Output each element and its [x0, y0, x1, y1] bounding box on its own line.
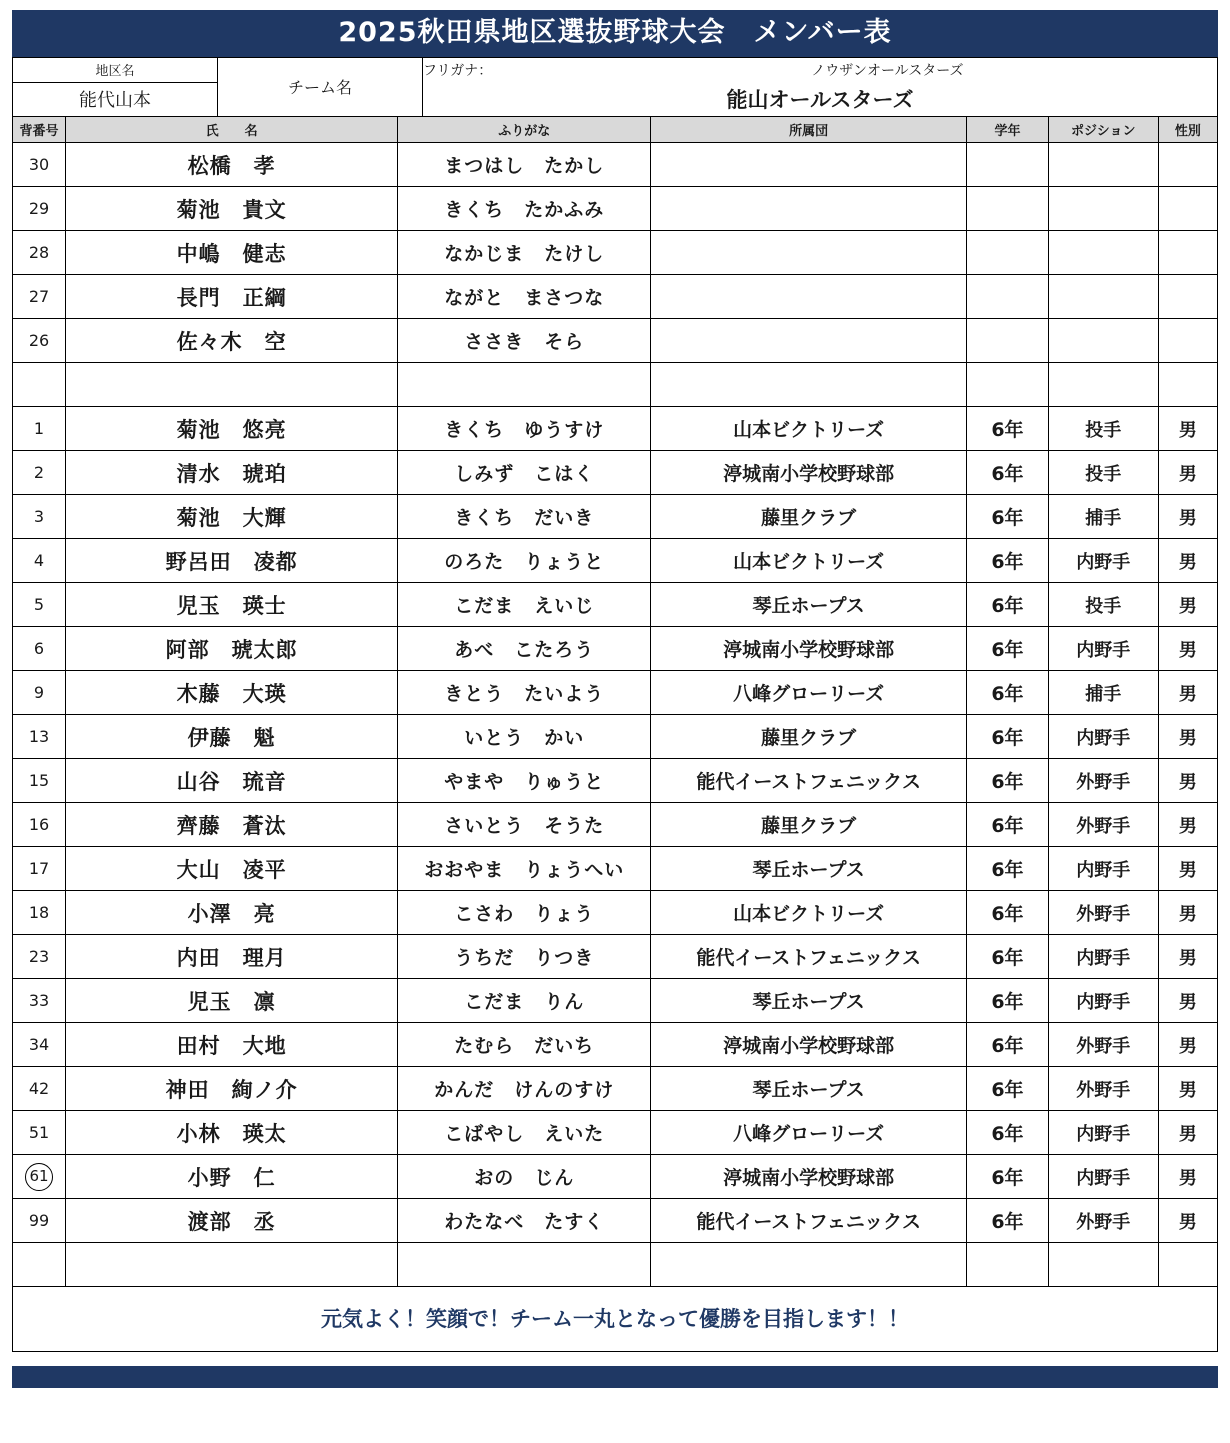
- player-position: 内野手: [1048, 935, 1158, 979]
- player-name: 小林 瑛太: [66, 1111, 398, 1155]
- player-position: 外野手: [1048, 803, 1158, 847]
- player-team: 渟城南小学校野球部: [651, 1155, 967, 1199]
- player-team: 渟城南小学校野球部: [651, 451, 967, 495]
- player-position: 外野手: [1048, 1199, 1158, 1243]
- player-kana: きとう たいよう: [398, 671, 651, 715]
- player-name: 佐々木 空: [66, 319, 398, 363]
- player-sex: 男: [1158, 1111, 1217, 1155]
- player-kana: あべ こたろう: [398, 627, 651, 671]
- table-row: [13, 979, 1218, 1023]
- page-title: 2025秋田県地区選抜野球大会 メンバー表: [12, 10, 1218, 57]
- player-grade: 6年: [967, 1067, 1049, 1111]
- player-team: [651, 1243, 967, 1287]
- player-kana: きくち だいき: [398, 495, 651, 539]
- player-sex: 男: [1158, 715, 1217, 759]
- player-position: 内野手: [1048, 1155, 1158, 1199]
- player-number: 23: [13, 935, 66, 979]
- column-header-position: ポジション: [1048, 117, 1158, 143]
- player-number: 2: [13, 451, 66, 495]
- player-name: 内田 理月: [66, 935, 398, 979]
- player-position: 内野手: [1048, 979, 1158, 1023]
- player-number: 18: [13, 891, 66, 935]
- player-name: 阿部 琥太郎: [66, 627, 398, 671]
- player-grade: 6年: [967, 671, 1049, 715]
- player-position: 内野手: [1048, 847, 1158, 891]
- district-label: 地区名: [13, 57, 218, 82]
- table-row: [13, 935, 1218, 979]
- player-kana: こだま えいじ: [398, 583, 651, 627]
- player-kana: のろた りょうと: [398, 539, 651, 583]
- player-number: 33: [13, 979, 66, 1023]
- player-position: [1048, 143, 1158, 187]
- player-sex: [1158, 363, 1217, 407]
- player-position: 外野手: [1048, 1023, 1158, 1067]
- table-row: [13, 231, 1218, 275]
- player-position: 捕手: [1048, 671, 1158, 715]
- player-position: 投手: [1048, 583, 1158, 627]
- player-team: 琴丘ホープス: [651, 1067, 967, 1111]
- table-row: [13, 1067, 1218, 1111]
- player-number: 16: [13, 803, 66, 847]
- player-sex: [1158, 1243, 1217, 1287]
- team-name-label: チーム名: [218, 57, 423, 117]
- player-sex: 男: [1158, 1199, 1217, 1243]
- team-slogan: 元気よく！笑顔で！チーム一丸となって優勝を目指します！！: [12, 1287, 1218, 1352]
- table-row: [13, 715, 1218, 759]
- player-sex: 男: [1158, 539, 1217, 583]
- player-name: 小澤 亮: [66, 891, 398, 935]
- player-number: 29: [13, 187, 66, 231]
- player-name: [66, 1243, 398, 1287]
- player-grade: 6年: [967, 583, 1049, 627]
- player-position: 投手: [1048, 407, 1158, 451]
- player-team: 渟城南小学校野球部: [651, 627, 967, 671]
- player-grade: [967, 1243, 1049, 1287]
- player-team: 山本ビクトリーズ: [651, 891, 967, 935]
- player-name: 菊池 貴文: [66, 187, 398, 231]
- player-sex: 男: [1158, 935, 1217, 979]
- player-number: [13, 1155, 66, 1199]
- player-grade: 6年: [967, 1023, 1049, 1067]
- table-row: [13, 1243, 1218, 1287]
- player-position: 捕手: [1048, 495, 1158, 539]
- player-position: 内野手: [1048, 715, 1158, 759]
- player-name: 児玉 瑛士: [66, 583, 398, 627]
- header-block: [12, 57, 1218, 118]
- table-row: [13, 891, 1218, 935]
- table-row: [13, 1199, 1218, 1243]
- player-number: 99: [13, 1199, 66, 1243]
- column-header-sex: 性別: [1158, 117, 1217, 143]
- player-kana: いとう かい: [398, 715, 651, 759]
- player-team: 八峰グローリーズ: [651, 671, 967, 715]
- table-row: [13, 671, 1218, 715]
- player-name: [66, 363, 398, 407]
- player-name: 菊池 悠亮: [66, 407, 398, 451]
- player-kana: きくち ゆうすけ: [398, 407, 651, 451]
- player-number: 6: [13, 627, 66, 671]
- player-position: [1048, 1243, 1158, 1287]
- player-sex: 男: [1158, 451, 1217, 495]
- player-name: 齊藤 蒼汰: [66, 803, 398, 847]
- player-name: 木藤 大瑛: [66, 671, 398, 715]
- table-row: [13, 143, 1218, 187]
- player-grade: 6年: [967, 715, 1049, 759]
- table-header-row: [13, 117, 1218, 143]
- player-name: 大山 凌平: [66, 847, 398, 891]
- player-sex: 男: [1158, 1067, 1217, 1111]
- player-grade: 6年: [967, 1199, 1049, 1243]
- table-row: [13, 319, 1218, 363]
- player-grade: 6年: [967, 891, 1049, 935]
- player-grade: [967, 319, 1049, 363]
- player-team: 八峰グローリーズ: [651, 1111, 967, 1155]
- player-team: 藤里クラブ: [651, 495, 967, 539]
- player-kana: [398, 363, 651, 407]
- player-name: 伊藤 魁: [66, 715, 398, 759]
- player-grade: 6年: [967, 407, 1049, 451]
- player-position: 投手: [1048, 451, 1158, 495]
- player-team: 藤里クラブ: [651, 715, 967, 759]
- player-number: 26: [13, 319, 66, 363]
- player-grade: [967, 143, 1049, 187]
- table-row: [13, 583, 1218, 627]
- table-row: [13, 1023, 1218, 1067]
- player-position: [1048, 187, 1158, 231]
- player-grade: [967, 363, 1049, 407]
- player-team: 能代イーストフェニックス: [651, 759, 967, 803]
- player-sex: [1158, 187, 1217, 231]
- player-name: 長門 正綱: [66, 275, 398, 319]
- player-sex: 男: [1158, 495, 1217, 539]
- player-number: 4: [13, 539, 66, 583]
- player-number: 9: [13, 671, 66, 715]
- player-sex: [1158, 319, 1217, 363]
- player-kana: たむら だいち: [398, 1023, 651, 1067]
- player-grade: 6年: [967, 759, 1049, 803]
- furigana-row: [423, 57, 1218, 82]
- player-kana: おの じん: [398, 1155, 651, 1199]
- player-kana: まつはし たかし: [398, 143, 651, 187]
- player-grade: 6年: [967, 979, 1049, 1023]
- player-grade: 6年: [967, 847, 1049, 891]
- table-row: [13, 451, 1218, 495]
- player-sex: 男: [1158, 847, 1217, 891]
- column-header-kana: ふりがな: [398, 117, 651, 143]
- player-position: 外野手: [1048, 1067, 1158, 1111]
- player-position: [1048, 319, 1158, 363]
- player-team: 山本ビクトリーズ: [651, 539, 967, 583]
- player-position: [1048, 363, 1158, 407]
- player-kana: ながと まさつな: [398, 275, 651, 319]
- player-sex: [1158, 143, 1217, 187]
- roster-table: [12, 116, 1218, 1287]
- player-name: 田村 大地: [66, 1023, 398, 1067]
- player-number: [13, 363, 66, 407]
- column-header-team: 所属団: [651, 117, 967, 143]
- player-number: 30: [13, 143, 66, 187]
- player-team: 山本ビクトリーズ: [651, 407, 967, 451]
- player-kana: なかじま たけし: [398, 231, 651, 275]
- player-sex: 男: [1158, 759, 1217, 803]
- player-sex: [1158, 275, 1217, 319]
- player-kana: やまや りゅうと: [398, 759, 651, 803]
- player-sex: [1158, 231, 1217, 275]
- table-row: [13, 363, 1218, 407]
- player-kana: こさわ りょう: [398, 891, 651, 935]
- player-sex: 男: [1158, 671, 1217, 715]
- player-name: 山谷 琉音: [66, 759, 398, 803]
- player-kana: おおやま りょうへい: [398, 847, 651, 891]
- player-grade: 6年: [967, 1111, 1049, 1155]
- circled-number: 61: [25, 1163, 53, 1191]
- player-name: 野呂田 凌都: [66, 539, 398, 583]
- column-header-number: 背番号: [13, 117, 66, 143]
- player-number: 51: [13, 1111, 66, 1155]
- column-header-name: 氏 名: [66, 117, 398, 143]
- player-name: 中嶋 健志: [66, 231, 398, 275]
- player-kana: うちだ りつき: [398, 935, 651, 979]
- player-number: 42: [13, 1067, 66, 1111]
- player-number: 1: [13, 407, 66, 451]
- player-team: 能代イーストフェニックス: [651, 935, 967, 979]
- table-row: [13, 803, 1218, 847]
- player-sex: 男: [1158, 583, 1217, 627]
- player-number: 13: [13, 715, 66, 759]
- player-grade: [967, 275, 1049, 319]
- player-sex: 男: [1158, 891, 1217, 935]
- player-kana: しみず こはく: [398, 451, 651, 495]
- player-sex: 男: [1158, 407, 1217, 451]
- player-name: 清水 琥珀: [66, 451, 398, 495]
- player-position: [1048, 231, 1158, 275]
- player-name: 菊池 大輝: [66, 495, 398, 539]
- table-row: [13, 847, 1218, 891]
- table-row: [13, 1111, 1218, 1155]
- player-team: 渟城南小学校野球部: [651, 1023, 967, 1067]
- player-sex: 男: [1158, 1155, 1217, 1199]
- player-number: 27: [13, 275, 66, 319]
- player-team: 能代イーストフェニックス: [651, 1199, 967, 1243]
- player-team: [651, 143, 967, 187]
- column-header-grade: 学年: [967, 117, 1049, 143]
- table-row: [13, 275, 1218, 319]
- player-team: 琴丘ホープス: [651, 979, 967, 1023]
- player-number: [13, 1243, 66, 1287]
- player-team: 琴丘ホープス: [651, 847, 967, 891]
- table-row: [13, 1155, 1218, 1199]
- player-team: [651, 319, 967, 363]
- team-name-value: 能山オールスターズ: [423, 82, 1218, 117]
- player-kana: かんだ けんのすけ: [398, 1067, 651, 1111]
- player-name: 児玉 凛: [66, 979, 398, 1023]
- player-number: 15: [13, 759, 66, 803]
- table-row: [13, 627, 1218, 671]
- table-row: [13, 539, 1218, 583]
- player-grade: 6年: [967, 451, 1049, 495]
- player-position: 内野手: [1048, 627, 1158, 671]
- player-grade: [967, 187, 1049, 231]
- player-grade: 6年: [967, 627, 1049, 671]
- player-grade: 6年: [967, 1155, 1049, 1199]
- player-grade: [967, 231, 1049, 275]
- player-kana: こばやし えいた: [398, 1111, 651, 1155]
- player-kana: こだま りん: [398, 979, 651, 1023]
- player-number: 5: [13, 583, 66, 627]
- player-team: 藤里クラブ: [651, 803, 967, 847]
- player-sex: 男: [1158, 627, 1217, 671]
- player-position: [1048, 275, 1158, 319]
- player-grade: 6年: [967, 803, 1049, 847]
- player-position: 内野手: [1048, 1111, 1158, 1155]
- player-kana: [398, 1243, 651, 1287]
- player-name: 松橋 孝: [66, 143, 398, 187]
- player-kana: わたなべ たすく: [398, 1199, 651, 1243]
- furigana-value: ノウザンオールスターズ: [811, 62, 964, 79]
- player-position: 外野手: [1048, 891, 1158, 935]
- player-team: [651, 363, 967, 407]
- player-grade: 6年: [967, 539, 1049, 583]
- player-number: 34: [13, 1023, 66, 1067]
- district-value: 能代山本: [13, 82, 218, 117]
- player-number: 17: [13, 847, 66, 891]
- player-team: [651, 231, 967, 275]
- player-grade: 6年: [967, 495, 1049, 539]
- player-sex: 男: [1158, 979, 1217, 1023]
- player-grade: 6年: [967, 935, 1049, 979]
- player-kana: きくち たかふみ: [398, 187, 651, 231]
- table-row: [13, 187, 1218, 231]
- player-sex: 男: [1158, 1023, 1217, 1067]
- player-number: 3: [13, 495, 66, 539]
- player-number: 28: [13, 231, 66, 275]
- table-row: [13, 407, 1218, 451]
- furigana-label: フリガナ：: [423, 62, 493, 79]
- player-position: 内野手: [1048, 539, 1158, 583]
- player-name: 小野 仁: [66, 1155, 398, 1199]
- player-team: [651, 187, 967, 231]
- player-name: 神田 絢ノ介: [66, 1067, 398, 1111]
- player-kana: さいとう そうた: [398, 803, 651, 847]
- table-row: [13, 495, 1218, 539]
- player-kana: ささき そら: [398, 319, 651, 363]
- player-team: 琴丘ホープス: [651, 583, 967, 627]
- bottom-accent-bar: [12, 1366, 1218, 1388]
- table-row: [13, 759, 1218, 803]
- player-sex: 男: [1158, 803, 1217, 847]
- player-name: 渡部 丞: [66, 1199, 398, 1243]
- player-position: 外野手: [1048, 759, 1158, 803]
- player-team: [651, 275, 967, 319]
